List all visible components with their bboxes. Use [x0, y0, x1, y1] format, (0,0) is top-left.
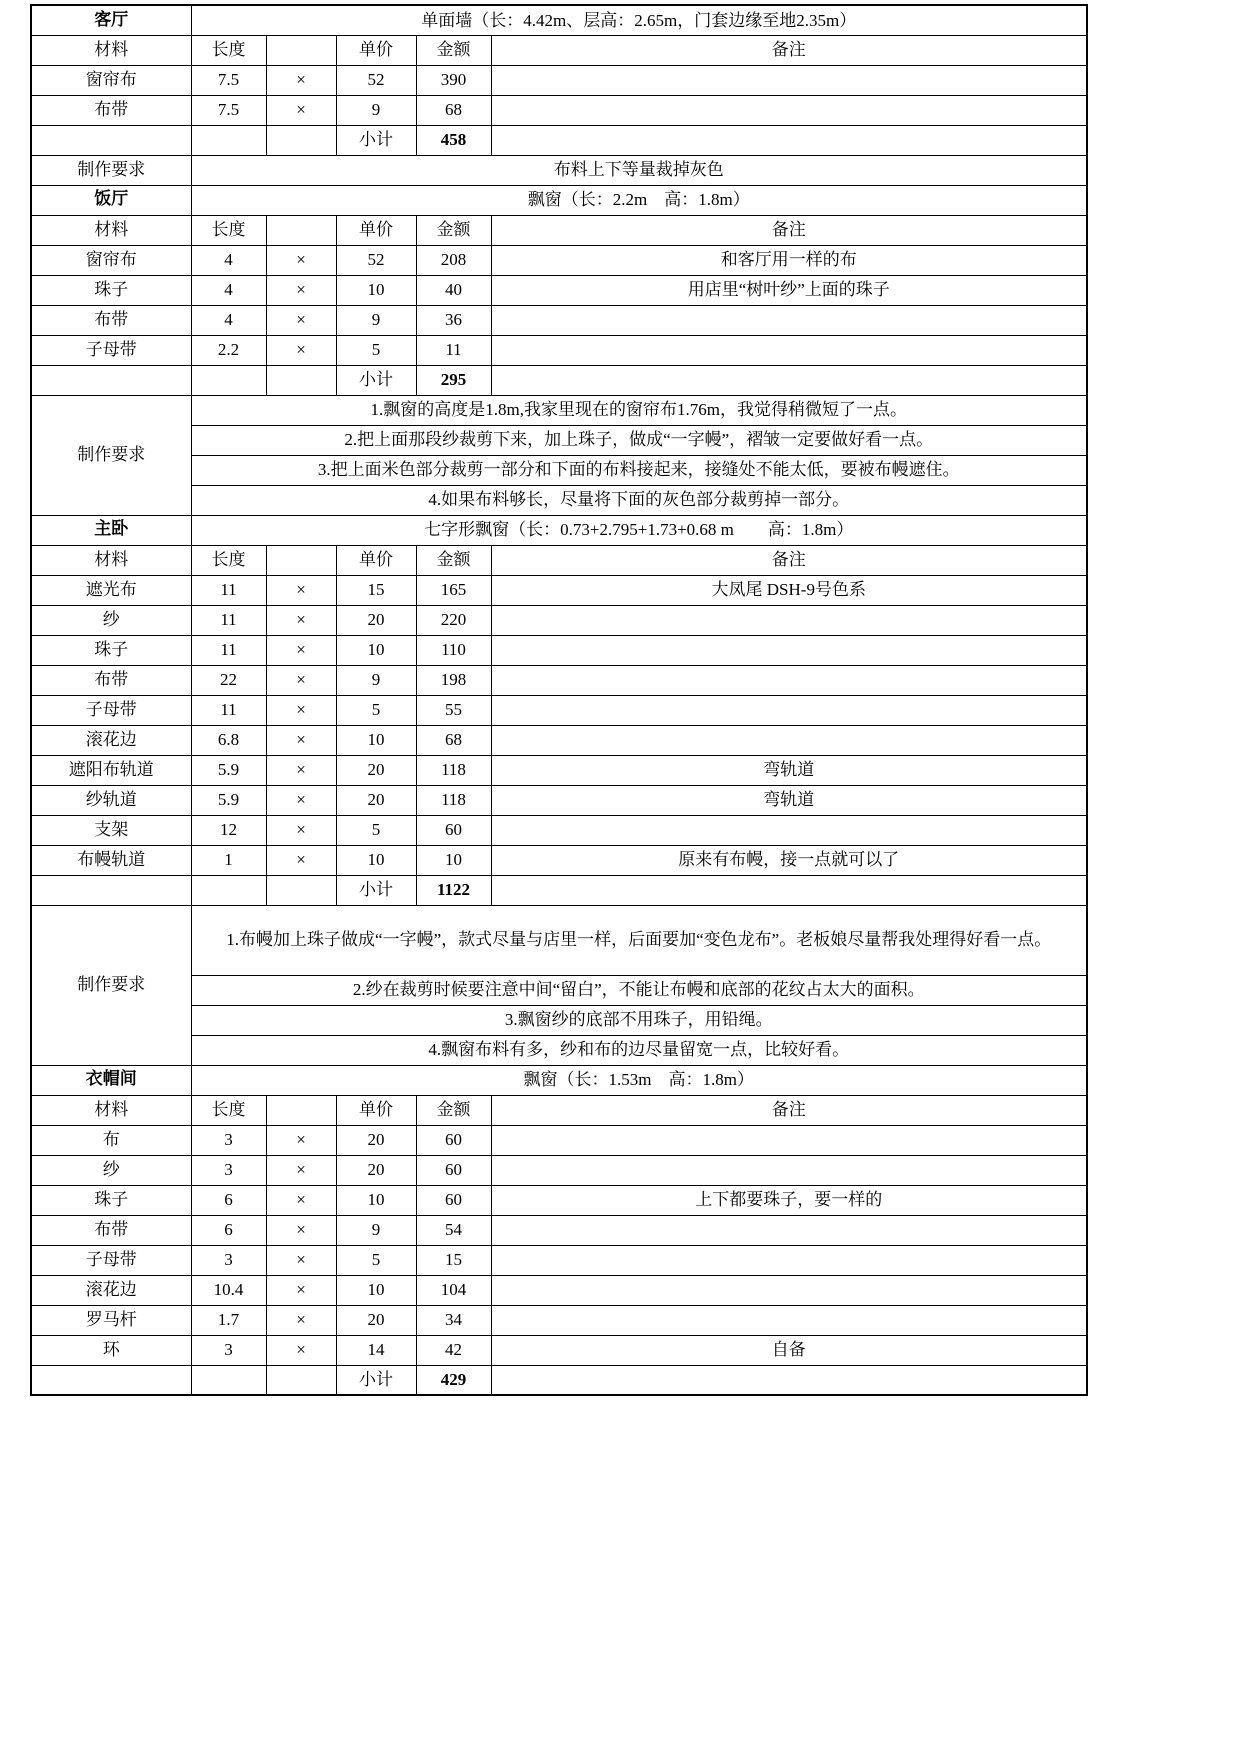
material-length: 4 — [191, 305, 266, 335]
subtotal-value: 458 — [416, 125, 491, 155]
header-length: 长度 — [191, 35, 266, 65]
material-name: 布带 — [31, 305, 191, 335]
material-unit-price: 9 — [336, 305, 416, 335]
requirement-row — [31, 905, 1087, 975]
subtotal-blank-length — [191, 1365, 266, 1395]
material-amount: 220 — [416, 605, 491, 635]
material-amount: 40 — [416, 275, 491, 305]
material-unit-price: 5 — [336, 1245, 416, 1275]
material-row — [31, 1125, 1087, 1155]
header-operator — [266, 1095, 336, 1125]
room-header-row — [31, 5, 1087, 35]
subtotal-blank-length — [191, 365, 266, 395]
material-unit-price: 5 — [336, 815, 416, 845]
material-length: 3 — [191, 1335, 266, 1365]
material-row — [31, 1155, 1087, 1185]
header-material: 材料 — [31, 215, 191, 245]
multiply-icon: × — [266, 635, 336, 665]
subtotal-blank-material — [31, 875, 191, 905]
material-remark: 上下都要珠子，要一样的 — [491, 1185, 1087, 1215]
material-amount: 11 — [416, 335, 491, 365]
material-amount: 118 — [416, 755, 491, 785]
subtotal-blank-material — [31, 365, 191, 395]
material-row — [31, 575, 1087, 605]
material-length: 10.4 — [191, 1275, 266, 1305]
material-row — [31, 1245, 1087, 1275]
requirements-label: 制作要求 — [31, 155, 191, 185]
subtotal-value: 429 — [416, 1365, 491, 1395]
multiply-icon: × — [266, 245, 336, 275]
material-row — [31, 65, 1087, 95]
material-unit-price: 5 — [336, 335, 416, 365]
multiply-icon: × — [266, 785, 336, 815]
room-spec: 单面墙（长：4.42m、层高：2.65m，门套边缘至地2.35m） — [191, 5, 1087, 35]
material-length: 4 — [191, 245, 266, 275]
material-remark — [491, 815, 1087, 845]
material-amount: 55 — [416, 695, 491, 725]
subtotal-value: 1122 — [416, 875, 491, 905]
requirement-row — [31, 395, 1087, 425]
material-length: 22 — [191, 665, 266, 695]
material-amount: 15 — [416, 1245, 491, 1275]
subtotal-blank-remark — [491, 125, 1087, 155]
material-remark: 原来有布幔，接一点就可以了 — [491, 845, 1087, 875]
requirement-text: 4.如果布料够长，尽量将下面的灰色部分裁剪掉一部分。 — [191, 485, 1087, 515]
material-amount: 104 — [416, 1275, 491, 1305]
material-length: 11 — [191, 575, 266, 605]
requirements-label: 制作要求 — [31, 395, 191, 515]
material-name: 遮光布 — [31, 575, 191, 605]
header-remark: 备注 — [491, 1095, 1087, 1125]
material-amount: 110 — [416, 635, 491, 665]
subtotal-blank-operator — [266, 875, 336, 905]
material-amount: 60 — [416, 815, 491, 845]
requirement-row — [31, 155, 1087, 185]
material-remark — [491, 1215, 1087, 1245]
subtotal-row — [31, 875, 1087, 905]
header-length: 长度 — [191, 1095, 266, 1125]
multiply-icon: × — [266, 275, 336, 305]
material-name: 布 — [31, 1125, 191, 1155]
material-amount: 60 — [416, 1125, 491, 1155]
material-name: 窗帘布 — [31, 65, 191, 95]
header-material: 材料 — [31, 545, 191, 575]
subtotal-blank-operator — [266, 125, 336, 155]
material-amount: 68 — [416, 95, 491, 125]
multiply-icon: × — [266, 1155, 336, 1185]
material-unit-price: 9 — [336, 1215, 416, 1245]
material-name: 纱 — [31, 1155, 191, 1185]
material-row — [31, 1275, 1087, 1305]
material-row — [31, 785, 1087, 815]
material-unit-price: 10 — [336, 1185, 416, 1215]
material-length: 11 — [191, 635, 266, 665]
material-remark — [491, 1245, 1087, 1275]
multiply-icon: × — [266, 1305, 336, 1335]
header-operator — [266, 545, 336, 575]
subtotal-value: 295 — [416, 365, 491, 395]
material-name: 布带 — [31, 95, 191, 125]
material-row — [31, 845, 1087, 875]
material-unit-price: 52 — [336, 65, 416, 95]
material-remark: 用店里“树叶纱”上面的珠子 — [491, 275, 1087, 305]
header-amount: 金额 — [416, 215, 491, 245]
material-remark — [491, 1125, 1087, 1155]
requirement-text: 2.纱在裁剪时候要注意中间“留白”，不能让布幔和底部的花纹占太大的面积。 — [191, 975, 1087, 1005]
header-length: 长度 — [191, 545, 266, 575]
room-name: 饭厅 — [31, 185, 191, 215]
material-row — [31, 1215, 1087, 1245]
material-unit-price: 10 — [336, 1275, 416, 1305]
multiply-icon: × — [266, 65, 336, 95]
material-length: 2.2 — [191, 335, 266, 365]
material-unit-price: 20 — [336, 1125, 416, 1155]
material-remark: 弯轨道 — [491, 785, 1087, 815]
material-row — [31, 605, 1087, 635]
multiply-icon: × — [266, 605, 336, 635]
material-row — [31, 335, 1087, 365]
column-header-row — [31, 215, 1087, 245]
requirement-text: 3.飘窗纱的底部不用珠子，用铅绳。 — [191, 1005, 1087, 1035]
material-remark — [491, 95, 1087, 125]
header-amount: 金额 — [416, 545, 491, 575]
material-unit-price: 10 — [336, 845, 416, 875]
column-header-row — [31, 35, 1087, 65]
multiply-icon: × — [266, 1275, 336, 1305]
room-spec: 飘窗（长：1.53m 高：1.8m） — [191, 1065, 1087, 1095]
multiply-icon: × — [266, 305, 336, 335]
material-name: 滚花边 — [31, 1275, 191, 1305]
material-remark — [491, 695, 1087, 725]
subtotal-label: 小计 — [336, 365, 416, 395]
multiply-icon: × — [266, 575, 336, 605]
material-length: 7.5 — [191, 95, 266, 125]
material-amount: 118 — [416, 785, 491, 815]
header-unit-price: 单价 — [336, 215, 416, 245]
subtotal-label: 小计 — [336, 125, 416, 155]
subtotal-row — [31, 125, 1087, 155]
material-amount: 36 — [416, 305, 491, 335]
material-length: 6 — [191, 1215, 266, 1245]
material-name: 布幔轨道 — [31, 845, 191, 875]
material-row — [31, 665, 1087, 695]
material-row — [31, 725, 1087, 755]
multiply-icon: × — [266, 1215, 336, 1245]
multiply-icon: × — [266, 1125, 336, 1155]
material-amount: 60 — [416, 1185, 491, 1215]
subtotal-row — [31, 1365, 1087, 1395]
material-row — [31, 275, 1087, 305]
header-remark: 备注 — [491, 545, 1087, 575]
material-remark — [491, 305, 1087, 335]
requirements-label: 制作要求 — [31, 905, 191, 1065]
material-remark — [491, 665, 1087, 695]
material-length: 11 — [191, 605, 266, 635]
material-unit-price: 20 — [336, 1155, 416, 1185]
material-amount: 60 — [416, 1155, 491, 1185]
material-name: 珠子 — [31, 635, 191, 665]
subtotal-blank-length — [191, 125, 266, 155]
room-name: 衣帽间 — [31, 1065, 191, 1095]
material-length: 3 — [191, 1125, 266, 1155]
material-length: 6.8 — [191, 725, 266, 755]
material-amount: 42 — [416, 1335, 491, 1365]
material-unit-price: 10 — [336, 275, 416, 305]
material-length: 5.9 — [191, 755, 266, 785]
header-amount: 金额 — [416, 1095, 491, 1125]
material-name: 珠子 — [31, 1185, 191, 1215]
subtotal-row — [31, 365, 1087, 395]
material-length: 1.7 — [191, 1305, 266, 1335]
material-length: 3 — [191, 1155, 266, 1185]
header-unit-price: 单价 — [336, 1095, 416, 1125]
header-length: 长度 — [191, 215, 266, 245]
material-name: 纱轨道 — [31, 785, 191, 815]
subtotal-blank-operator — [266, 1365, 336, 1395]
multiply-icon: × — [266, 755, 336, 785]
material-remark: 和客厅用一样的布 — [491, 245, 1087, 275]
room-header-row — [31, 185, 1087, 215]
material-remark: 自备 — [491, 1335, 1087, 1365]
subtotal-blank-remark — [491, 365, 1087, 395]
subtotal-label: 小计 — [336, 875, 416, 905]
material-unit-price: 9 — [336, 95, 416, 125]
room-name: 客厅 — [31, 5, 191, 35]
material-amount: 198 — [416, 665, 491, 695]
header-amount: 金额 — [416, 35, 491, 65]
material-remark — [491, 65, 1087, 95]
material-remark — [491, 335, 1087, 365]
room-spec: 飘窗（长：2.2m 高：1.8m） — [191, 185, 1087, 215]
header-remark: 备注 — [491, 215, 1087, 245]
material-amount: 10 — [416, 845, 491, 875]
subtotal-blank-remark — [491, 1365, 1087, 1395]
material-length: 11 — [191, 695, 266, 725]
subtotal-label: 小计 — [336, 1365, 416, 1395]
material-remark — [491, 1275, 1087, 1305]
material-remark — [491, 1155, 1087, 1185]
material-row — [31, 1305, 1087, 1335]
room-spec: 七字形飘窗（长：0.73+2.795+1.73+0.68 m 高：1.8m） — [191, 515, 1087, 545]
subtotal-blank-operator — [266, 365, 336, 395]
material-length: 5.9 — [191, 785, 266, 815]
material-name: 珠子 — [31, 275, 191, 305]
multiply-icon: × — [266, 815, 336, 845]
subtotal-blank-remark — [491, 875, 1087, 905]
multiply-icon: × — [266, 1185, 336, 1215]
header-operator — [266, 35, 336, 65]
material-unit-price: 5 — [336, 695, 416, 725]
material-name: 子母带 — [31, 335, 191, 365]
material-unit-price: 20 — [336, 785, 416, 815]
room-header-row — [31, 1065, 1087, 1095]
material-row — [31, 815, 1087, 845]
material-unit-price: 20 — [336, 755, 416, 785]
material-row — [31, 305, 1087, 335]
material-unit-price: 52 — [336, 245, 416, 275]
material-unit-price: 14 — [336, 1335, 416, 1365]
material-unit-price: 9 — [336, 665, 416, 695]
material-length: 4 — [191, 275, 266, 305]
requirement-text: 1.飘窗的高度是1.8m,我家里现在的窗帘布1.76m，我觉得稍微短了一点。 — [191, 395, 1087, 425]
material-unit-price: 20 — [336, 605, 416, 635]
header-unit-price: 单价 — [336, 35, 416, 65]
requirement-text: 3.把上面米色部分裁剪一部分和下面的布料接起来，接缝处不能太低，要被布幔遮住。 — [191, 455, 1087, 485]
material-name: 支架 — [31, 815, 191, 845]
material-remark — [491, 605, 1087, 635]
material-name: 子母带 — [31, 695, 191, 725]
material-length: 3 — [191, 1245, 266, 1275]
material-unit-price: 15 — [336, 575, 416, 605]
multiply-icon: × — [266, 845, 336, 875]
material-remark: 弯轨道 — [491, 755, 1087, 785]
requirement-text: 4.飘窗布料有多，纱和布的边尽量留宽一点，比较好看。 — [191, 1035, 1087, 1065]
material-name: 子母带 — [31, 1245, 191, 1275]
header-remark: 备注 — [491, 35, 1087, 65]
material-amount: 34 — [416, 1305, 491, 1335]
material-remark — [491, 635, 1087, 665]
multiply-icon: × — [266, 665, 336, 695]
subtotal-blank-material — [31, 125, 191, 155]
requirement-text: 布料上下等量裁掉灰色 — [191, 155, 1087, 185]
material-remark — [491, 1305, 1087, 1335]
multiply-icon: × — [266, 725, 336, 755]
material-name: 布带 — [31, 665, 191, 695]
material-name: 环 — [31, 1335, 191, 1365]
material-row — [31, 695, 1087, 725]
multiply-icon: × — [266, 695, 336, 725]
material-amount: 208 — [416, 245, 491, 275]
subtotal-blank-material — [31, 1365, 191, 1395]
material-length: 7.5 — [191, 65, 266, 95]
material-remark: 大凤尾 DSH-9号色系 — [491, 575, 1087, 605]
material-amount: 165 — [416, 575, 491, 605]
multiply-icon: × — [266, 95, 336, 125]
material-amount: 68 — [416, 725, 491, 755]
header-material: 材料 — [31, 1095, 191, 1125]
header-material: 材料 — [31, 35, 191, 65]
header-operator — [266, 215, 336, 245]
material-name: 纱 — [31, 605, 191, 635]
room-header-row — [31, 515, 1087, 545]
requirement-text: 1.布幔加上珠子做成“一字幔”，款式尽量与店里一样，后面要加“变色龙布”。老板娘尽量帮我处理得好看一点。 — [191, 905, 1087, 975]
material-unit-price: 10 — [336, 635, 416, 665]
material-length: 12 — [191, 815, 266, 845]
material-name: 窗帘布 — [31, 245, 191, 275]
column-header-row — [31, 1095, 1087, 1125]
material-name: 滚花边 — [31, 725, 191, 755]
material-name: 遮阳布轨道 — [31, 755, 191, 785]
curtain-quotation-table — [30, 4, 1088, 1396]
multiply-icon: × — [266, 1335, 336, 1365]
material-remark — [491, 725, 1087, 755]
material-row — [31, 635, 1087, 665]
material-name: 罗马杆 — [31, 1305, 191, 1335]
material-length: 1 — [191, 845, 266, 875]
material-amount: 390 — [416, 65, 491, 95]
material-length: 6 — [191, 1185, 266, 1215]
material-name: 布带 — [31, 1215, 191, 1245]
multiply-icon: × — [266, 1245, 336, 1275]
column-header-row — [31, 545, 1087, 575]
material-amount: 54 — [416, 1215, 491, 1245]
header-unit-price: 单价 — [336, 545, 416, 575]
material-row — [31, 755, 1087, 785]
material-row — [31, 245, 1087, 275]
material-unit-price: 10 — [336, 725, 416, 755]
material-row — [31, 95, 1087, 125]
material-row — [31, 1185, 1087, 1215]
subtotal-blank-length — [191, 875, 266, 905]
requirement-text: 2.把上面那段纱裁剪下来，加上珠子，做成“一字幔”，褶皱一定要做好看一点。 — [191, 425, 1087, 455]
material-unit-price: 20 — [336, 1305, 416, 1335]
room-name: 主卧 — [31, 515, 191, 545]
multiply-icon: × — [266, 335, 336, 365]
material-row — [31, 1335, 1087, 1365]
